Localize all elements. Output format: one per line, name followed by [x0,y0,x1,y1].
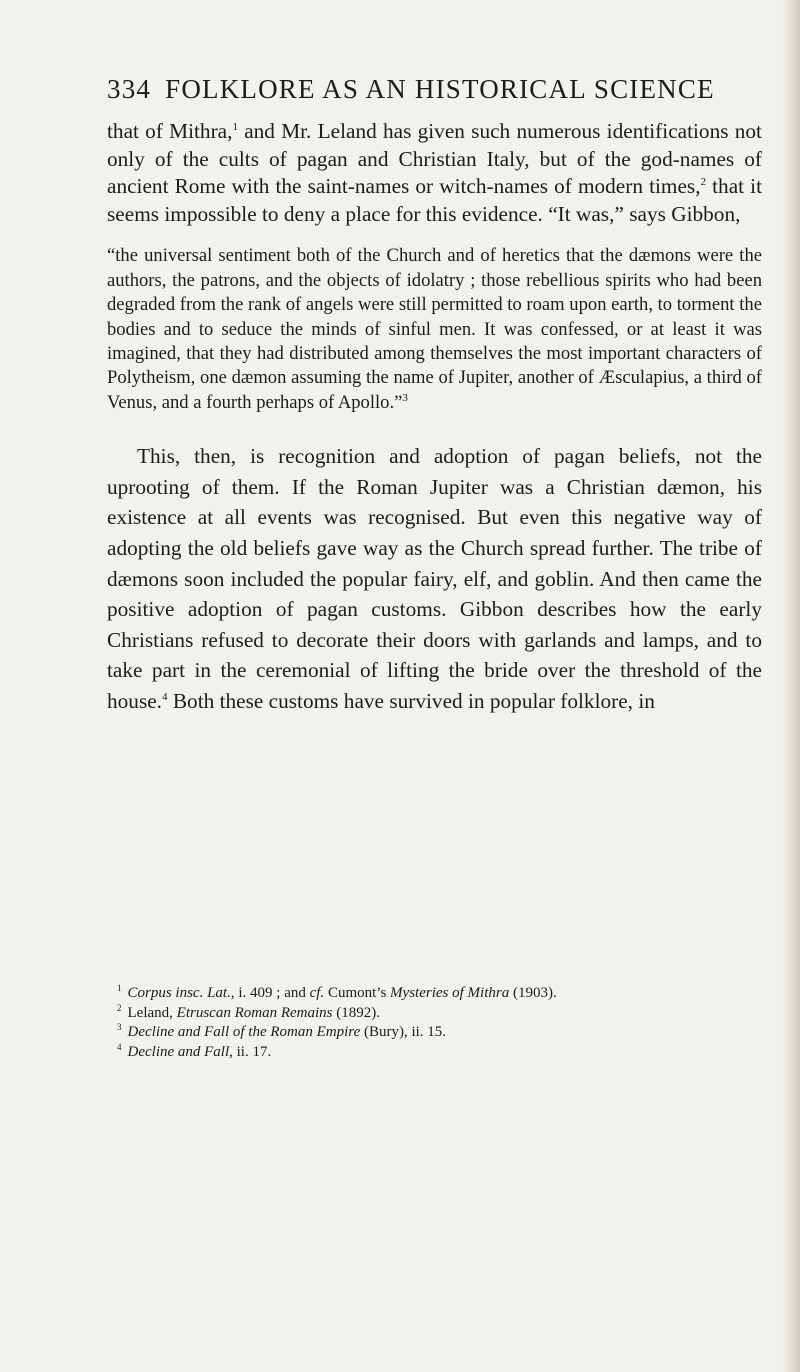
footnote-text: (1903). [509,985,557,1001]
footnote-4 [107,1043,762,1063]
footnote-1 [107,984,762,1004]
footnote-text: Etruscan Roman Remains [176,1004,333,1021]
body-text [107,118,762,717]
footnote-text: Corpus insc. Lat. [127,985,231,1001]
running-head [107,74,747,105]
running-title: FOLKLORE AS AN HISTORICAL SCIENCE [165,74,715,104]
footnote-ref-2: 2 [700,176,707,189]
gibbon-quotation [107,244,762,415]
page-number: 334 [107,74,152,104]
footnote-ref-4: 4 [162,690,168,703]
footnote-number: 3 [117,1022,122,1033]
footnote-text: Cumont’s [324,985,391,1001]
page-edge-shadow [782,0,800,1372]
footnote-text: , ii. 17. [229,1043,272,1060]
paragraph-2 [107,441,762,716]
paragraph-1 [107,118,762,228]
footnote-number: 2 [117,1002,122,1013]
footnote-number: 1 [117,983,122,993]
footnote-text: Mysteries of Mithra [390,985,510,1001]
footnote-number: 4 [117,1041,122,1052]
footnote-3 [107,1023,762,1043]
paragraph-1-text-a: that of Mithra, [107,119,233,143]
footnote-text: (1892). [332,1004,380,1021]
footnote-ref-1: 1 [232,120,238,133]
footnote-text: Decline and Fall [127,1043,230,1060]
footnote-text: Leland, [127,1004,177,1021]
footnote-text: (Bury), ii. 15. [360,1024,447,1041]
paragraph-2-text-b: Both these customs have survived in popular folklore, in [167,688,655,713]
paragraph-1-text-c: that it seems impossible to deny a place for this evidence. “It was,” says Gibbon, [107,174,762,226]
footnotes [107,984,762,1062]
footnote-ref-3: 3 [402,391,408,404]
footnote-2 [107,1004,762,1024]
paragraph-1-text-b: and Mr. Leland has given such numerous identifications not only of the cults of pagan and Christian Italy, but of the god-names of ancient Rome with the saint-names or witch-names of modern times, [107,119,762,199]
paragraph-2-text-a: This, then, is recognition and adoption of pagan beliefs, not the uprooting of them. If the Roman Jupiter was a Christian dæmon, his existence at all events was recognised. But even this negative way of adopting the old beliefs gave way as the Church spread further. The tribe of dæmons soon included the popular fairy, elf, and goblin. And then came the positive adoption of pagan customs. Gibbon describes how the early Christians refused to decorate their doors with garlands and lamps, and to take part in the ceremonial of lifting the bride over the threshold of the house. [107,444,762,713]
footnote-text: cf. [309,985,325,1001]
quotation-text: “the universal sentiment both of the Church and of heretics that the dæmons were the authors, the patrons, and the objects of idolatry ; those rebellious spirits who had been degraded from the rank of angels were still permitted to roam upon earth, to torment the bodies and to seduce the minds of sinful men. It was confessed, or at least it was imagined, that they had distributed among themselves the most important characters of Polytheism, one dæmon assuming the name of Jupiter, another of Æsculapius, a third of Venus, and a fourth perhaps of Apollo.” [107,245,762,413]
footnote-text: Decline and Fall of the Roman Empire [127,1024,361,1041]
footnote-text: , i. 409 ; and [230,985,310,1001]
